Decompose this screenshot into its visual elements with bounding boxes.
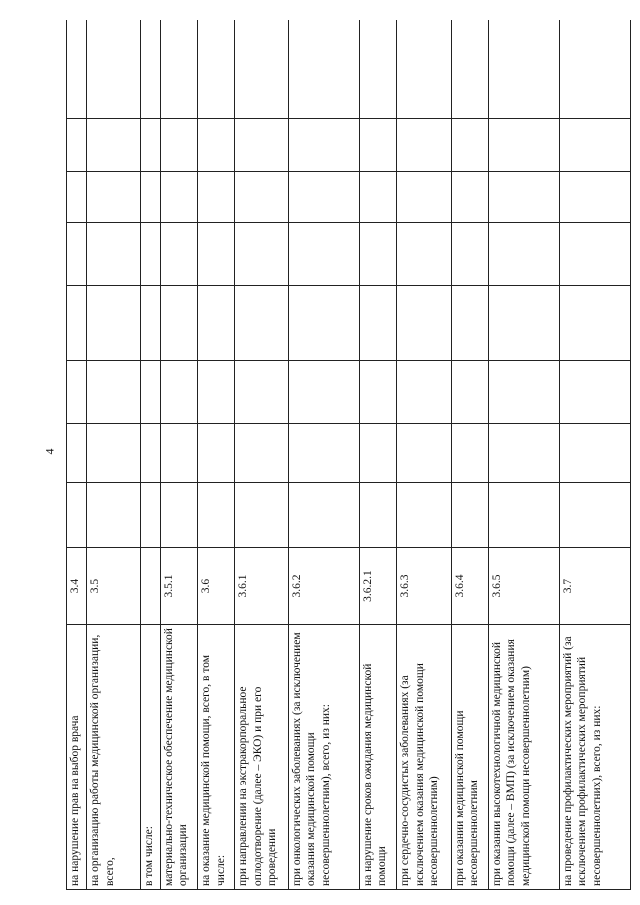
empty-value-cell (288, 20, 359, 119)
empty-value-cell (559, 119, 630, 172)
empty-value-cell (198, 483, 235, 548)
empty-value-cell (359, 483, 396, 548)
empty-value-cell (559, 424, 630, 483)
empty-value-cell (87, 20, 141, 119)
empty-value-cell (288, 223, 359, 286)
table-row (288, 20, 359, 890)
table-row (87, 20, 141, 890)
empty-value-cell (288, 361, 359, 424)
empty-value-cell (67, 223, 87, 286)
empty-value-cell (67, 424, 87, 483)
empty-value-cell (489, 223, 560, 286)
empty-value-cell (288, 119, 359, 172)
empty-value-cell (397, 361, 452, 424)
report-table (66, 20, 631, 890)
empty-value-cell (140, 286, 160, 361)
empty-value-cell (489, 483, 560, 548)
row-label-cell: на организацию работы медицинской организации, всего, (87, 625, 141, 890)
empty-value-cell (140, 424, 160, 483)
row-code-cell: 3.7 (559, 548, 630, 625)
empty-value-cell (559, 483, 630, 548)
row-code-cell: 3.6.3 (397, 548, 452, 625)
empty-value-cell (160, 424, 197, 483)
empty-value-cell (559, 172, 630, 223)
empty-value-cell (87, 223, 141, 286)
table-row (67, 20, 87, 890)
empty-value-cell (198, 361, 235, 424)
empty-value-cell (451, 424, 488, 483)
row-code-cell: 3.6 (198, 548, 235, 625)
empty-value-cell (87, 424, 141, 483)
empty-value-cell (288, 286, 359, 361)
page-number: 4 (42, 448, 57, 455)
empty-value-cell (397, 20, 452, 119)
empty-value-cell (235, 286, 289, 361)
empty-value-cell (140, 119, 160, 172)
table-row (198, 20, 235, 890)
empty-value-cell (140, 172, 160, 223)
row-code-cell: 3.6.5 (489, 548, 560, 625)
empty-value-cell (67, 119, 87, 172)
empty-value-cell (359, 20, 396, 119)
empty-value-cell (160, 286, 197, 361)
row-code-cell: 3.5.1 (160, 548, 197, 625)
empty-value-cell (489, 20, 560, 119)
empty-value-cell (160, 223, 197, 286)
table-row (559, 20, 630, 890)
empty-value-cell (451, 119, 488, 172)
table-row (235, 20, 289, 890)
empty-value-cell (67, 361, 87, 424)
empty-value-cell (359, 361, 396, 424)
empty-value-cell (235, 172, 289, 223)
empty-value-cell (451, 20, 488, 119)
empty-value-cell (160, 361, 197, 424)
empty-value-cell (359, 223, 396, 286)
table-row (489, 20, 560, 890)
table-row (140, 20, 160, 890)
empty-value-cell (140, 20, 160, 119)
row-label-cell: на проведение профилактических мероприятий (за исключением профилактических мероприятий несовершеннолетних), всего, из них: (559, 625, 630, 890)
row-label-cell: при сердечно-сосудистых заболеваниях (за исключением оказания медицинской помощи несовершеннолетним) (397, 625, 452, 890)
empty-value-cell (235, 424, 289, 483)
empty-value-cell (235, 361, 289, 424)
empty-value-cell (160, 20, 197, 119)
empty-value-cell (67, 172, 87, 223)
empty-value-cell (198, 20, 235, 119)
table-row (359, 20, 396, 890)
empty-value-cell (87, 286, 141, 361)
row-label-cell: при оказании медицинской помощи несовершеннолетним (451, 625, 488, 890)
row-label-cell: при направлении на экстракорпоральное оплодотворение (далее – ЭКО) и при его проведении (235, 625, 289, 890)
empty-value-cell (67, 286, 87, 361)
empty-value-cell (451, 223, 488, 286)
empty-value-cell (397, 172, 452, 223)
row-label-cell: материально-техническое обеспечение медицинской организации (160, 625, 197, 890)
empty-value-cell (160, 119, 197, 172)
empty-value-cell (397, 223, 452, 286)
empty-value-cell (198, 286, 235, 361)
empty-value-cell (489, 119, 560, 172)
empty-value-cell (198, 424, 235, 483)
empty-value-cell (140, 483, 160, 548)
empty-value-cell (559, 223, 630, 286)
empty-value-cell (160, 483, 197, 548)
row-code-cell: 3.6.1 (235, 548, 289, 625)
row-code-cell: 3.6.4 (451, 548, 488, 625)
empty-value-cell (235, 483, 289, 548)
empty-value-cell (489, 361, 560, 424)
empty-value-cell (160, 172, 197, 223)
empty-value-cell (198, 119, 235, 172)
empty-value-cell (235, 119, 289, 172)
empty-value-cell (67, 20, 87, 119)
empty-value-cell (87, 361, 141, 424)
empty-value-cell (140, 361, 160, 424)
empty-value-cell (288, 424, 359, 483)
row-label-cell: на нарушение прав на выбор врача (67, 625, 87, 890)
empty-value-cell (288, 172, 359, 223)
row-label-cell: при онкологических заболеваниях (за исключением оказания медицинской помощи несовершеннолетним), всего, из них: (288, 625, 359, 890)
empty-value-cell (359, 119, 396, 172)
row-code-cell: 3.6.2 (288, 548, 359, 625)
empty-value-cell (397, 483, 452, 548)
empty-value-cell (67, 483, 87, 548)
empty-value-cell (87, 172, 141, 223)
row-label-cell: на нарушение сроков ожидания медицинской помощи (359, 625, 396, 890)
empty-value-cell (87, 483, 141, 548)
empty-value-cell (235, 20, 289, 119)
row-label-cell: в том числе: (140, 625, 160, 890)
empty-value-cell (451, 286, 488, 361)
empty-value-cell (198, 223, 235, 286)
empty-value-cell (359, 172, 396, 223)
empty-value-cell (140, 223, 160, 286)
table-row (397, 20, 452, 890)
empty-value-cell (489, 286, 560, 361)
empty-value-cell (397, 286, 452, 361)
empty-value-cell (397, 119, 452, 172)
empty-value-cell (559, 20, 630, 119)
row-code-cell: 3.5 (87, 548, 141, 625)
empty-value-cell (451, 172, 488, 223)
empty-value-cell (198, 172, 235, 223)
empty-value-cell (397, 424, 452, 483)
empty-value-cell (235, 223, 289, 286)
row-label-cell: при оказании высокотехнологичной медицинской помощи (далее – ВМП) (за исключением оказания медицинской помощи несовершеннолетним) (489, 625, 560, 890)
table-row (160, 20, 197, 890)
row-code-cell (140, 548, 160, 625)
empty-value-cell (559, 286, 630, 361)
empty-value-cell (559, 361, 630, 424)
empty-value-cell (359, 286, 396, 361)
empty-value-cell (451, 483, 488, 548)
empty-value-cell (359, 424, 396, 483)
rotated-table-area (66, 20, 631, 890)
empty-value-cell (489, 172, 560, 223)
empty-value-cell (87, 119, 141, 172)
row-code-cell: 3.6.2.1 (359, 548, 396, 625)
empty-value-cell (489, 424, 560, 483)
empty-value-cell (288, 483, 359, 548)
table-row (451, 20, 488, 890)
row-label-cell: на оказание медицинской помощи, всего, в том числе: (198, 625, 235, 890)
empty-value-cell (451, 361, 488, 424)
row-code-cell: 3.4 (67, 548, 87, 625)
